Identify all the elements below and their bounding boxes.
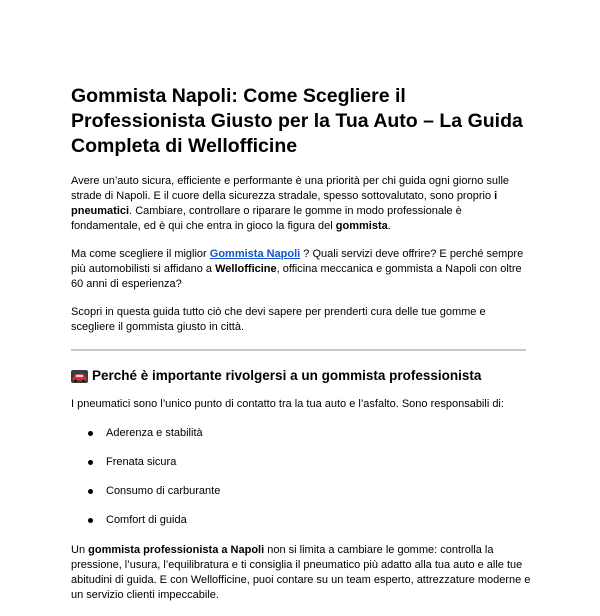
page-title: Gommista Napoli: Come Scegliere il Professionista Giusto per la Tua Auto – La Guida Completa di Wellofficine	[71, 85, 523, 157]
section-divider	[71, 349, 526, 351]
intro-p1-bold-gommista: gommista	[335, 220, 388, 232]
intro-p1-text-c: . Cambiare, controllare o riparare le gomme in modo professionale è fondamentale, ed è qui che entra in gioco la figura del	[71, 205, 462, 232]
intro-p2-text-d: , officina meccanica e gommista a Napoli con oltre 60 anni di esperienza?	[71, 263, 522, 290]
closing-paragraph	[71, 543, 531, 603]
intro-paragraph-1	[71, 174, 531, 234]
intro-p1-text-a: Avere un’auto sicura, efficiente e performante è una priorità per chi guida ogni giorno sulle strade di Napoli. E il cuore della sicurezza stradale, spesso sottovalutato, sono proprio	[71, 175, 510, 202]
document-page	[71, 84, 531, 616]
list-item	[71, 484, 531, 499]
intro-paragraph-3: Scopri in questa guida tutto ciò che devi sapere per prenderti cura delle tue gomme e scegliere il gommista giusto in città.	[71, 306, 486, 333]
list-item-text: Frenata sicura	[106, 456, 177, 468]
gommista-napoli-link[interactable]: Gommista Napoli	[209, 248, 301, 260]
list-item-text: Aderenza e stabilità	[106, 427, 203, 439]
bullet-dot	[88, 489, 93, 494]
section-heading-text: Perché è importante rivolgersi a un gommista professionista	[92, 368, 482, 383]
list-item	[71, 426, 531, 441]
intro-paragraph-2	[71, 247, 531, 292]
closing-text-a: Un	[71, 544, 89, 556]
intro-p2-text-a: Ma come scegliere il miglior	[71, 248, 210, 260]
section-heading	[71, 367, 531, 385]
intro-p2-text-b: ? Quali servizi deve offrire? E perché sempre più automobilisti si affidano a	[71, 248, 524, 275]
intro-p1-bold-pneumatici: i pneumatici	[71, 190, 498, 217]
red-car-icon	[71, 370, 88, 383]
closing-bold: gommista professionista a Napoli	[88, 544, 265, 556]
bullet-dot	[88, 518, 93, 523]
section-lead: I pneumatici sono l’unico punto di contatto tra la tua auto e l’asfalto. Sono responsabili di:	[71, 398, 504, 410]
list-item-text: Consumo di carburante	[106, 485, 221, 497]
bullet-dot	[88, 460, 93, 465]
benefits-list	[71, 426, 531, 528]
closing-text-c: non si limita a cambiare le gomme: controlla la pressione, l’usura, l’equilibratura e ti consiglia il pneumatico più adatto alla tua auto e alle tue abitudini di guida. E con Wellofficine, puoi contare su un team esperto, attrezzature moderne e un servizio clienti impeccabile.	[71, 544, 531, 601]
intro-p1-text-e: .	[387, 220, 391, 232]
bullet-dot	[88, 431, 93, 436]
list-item	[71, 455, 531, 470]
intro-p2-bold-wellofficine: Wellofficine	[215, 263, 277, 275]
list-item-text: Comfort di guida	[106, 514, 187, 526]
list-item	[71, 513, 531, 528]
